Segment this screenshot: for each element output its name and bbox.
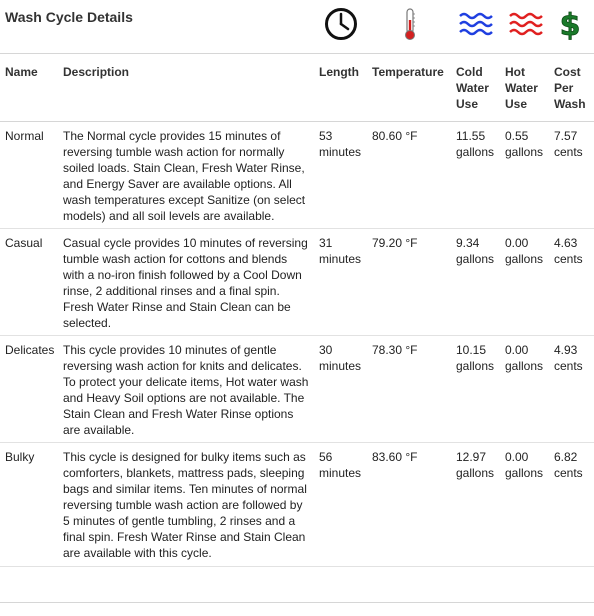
cycle-name: Casual bbox=[5, 236, 43, 250]
column-header-description[interactable]: Description bbox=[63, 65, 130, 79]
dollar-icon bbox=[555, 6, 591, 42]
table-row bbox=[0, 336, 594, 443]
cycle-description: This cycle is designed for bulky items such as comforters, blankets, mattress pads, sleeping bags and similar items. Ten minutes of normal reversing tumble wash action are followed by 5 minutes of gentle tumbling, 2 rinses and a final spin. Fresh Water Rinse and Stain Clean are available with this cycle. bbox=[63, 450, 307, 560]
cycle-temperature: 79.20 °F bbox=[372, 236, 418, 250]
cold-water-icon bbox=[458, 6, 494, 42]
details-header bbox=[0, 0, 594, 54]
column-header-length[interactable]: Length bbox=[319, 65, 359, 79]
cycle-name: Bulky bbox=[5, 450, 35, 464]
column-header-cost[interactable]: Cost Per Wash bbox=[554, 65, 586, 111]
cycle-description: Casual cycle provides 10 minutes of reversing tumble wash action for cottons and blends with a no-iron finish followed by a Cool Down rinse, 2 additional rinses and a final spin. Fresh Water Rinse and Stain Clean can be selected. bbox=[63, 236, 308, 330]
cycle-name: Delicates bbox=[5, 343, 55, 357]
cycle-cost: 4.63 cents bbox=[554, 236, 583, 266]
column-header-name[interactable]: Name bbox=[5, 65, 38, 79]
table-row bbox=[0, 229, 594, 336]
cycle-cost: 4.93 cents bbox=[554, 343, 583, 373]
thermometer-icon bbox=[392, 6, 428, 42]
table-row bbox=[0, 122, 594, 229]
hot-water-icon bbox=[508, 6, 544, 42]
table-row bbox=[0, 443, 594, 567]
cycle-description: This cycle provides 10 minutes of gentle reversing wash action for knits and delicates. To protect your delicate items, Hot water wash and Heavy Soil options are not available. The Stain Clean and Fresh Water Rinse options are available. bbox=[63, 343, 309, 437]
clock-icon bbox=[323, 6, 359, 42]
cycle-cold-water: 10.15 gallons bbox=[456, 343, 495, 373]
cycle-hot-water: 0.00 gallons bbox=[505, 450, 544, 480]
cycle-cost: 7.57 cents bbox=[554, 129, 583, 159]
footer-divider bbox=[0, 602, 594, 603]
cycle-hot-water: 0.55 gallons bbox=[505, 129, 544, 159]
cycle-hot-water: 0.00 gallons bbox=[505, 343, 544, 373]
cycle-temperature: 83.60 °F bbox=[372, 450, 418, 464]
table-header-row bbox=[0, 54, 594, 122]
cycle-length: 31 minutes bbox=[319, 236, 362, 266]
cycle-temperature: 78.30 °F bbox=[372, 343, 418, 357]
cycle-cost: 6.82 cents bbox=[554, 450, 583, 480]
cycle-cold-water: 9.34 gallons bbox=[456, 236, 495, 266]
page-title: Wash Cycle Details bbox=[5, 9, 133, 25]
cycle-cold-water: 12.97 gallons bbox=[456, 450, 495, 480]
cycle-length: 56 minutes bbox=[319, 450, 362, 480]
cycle-temperature: 80.60 °F bbox=[372, 129, 418, 143]
svg-text:$: $ bbox=[559, 8, 581, 42]
cycle-name: Normal bbox=[5, 129, 44, 143]
column-header-hot-water[interactable]: Hot Water Use bbox=[505, 65, 538, 111]
cycle-description: The Normal cycle provides 15 minutes of reversing tumble wash action for normally soiled loads. Stain Clean, Fresh Water Rinse, and Energy Saver are available options. All wash temperatures except Sanitize (on select models) and all soil levels are available. bbox=[63, 129, 306, 223]
cycle-length: 30 minutes bbox=[319, 343, 362, 373]
cycle-cold-water: 11.55 gallons bbox=[456, 129, 495, 159]
cycle-hot-water: 0.00 gallons bbox=[505, 236, 544, 266]
column-header-cold-water[interactable]: Cold Water Use bbox=[456, 65, 489, 111]
cycle-length: 53 minutes bbox=[319, 129, 362, 159]
column-header-temperature[interactable]: Temperature bbox=[372, 65, 444, 79]
